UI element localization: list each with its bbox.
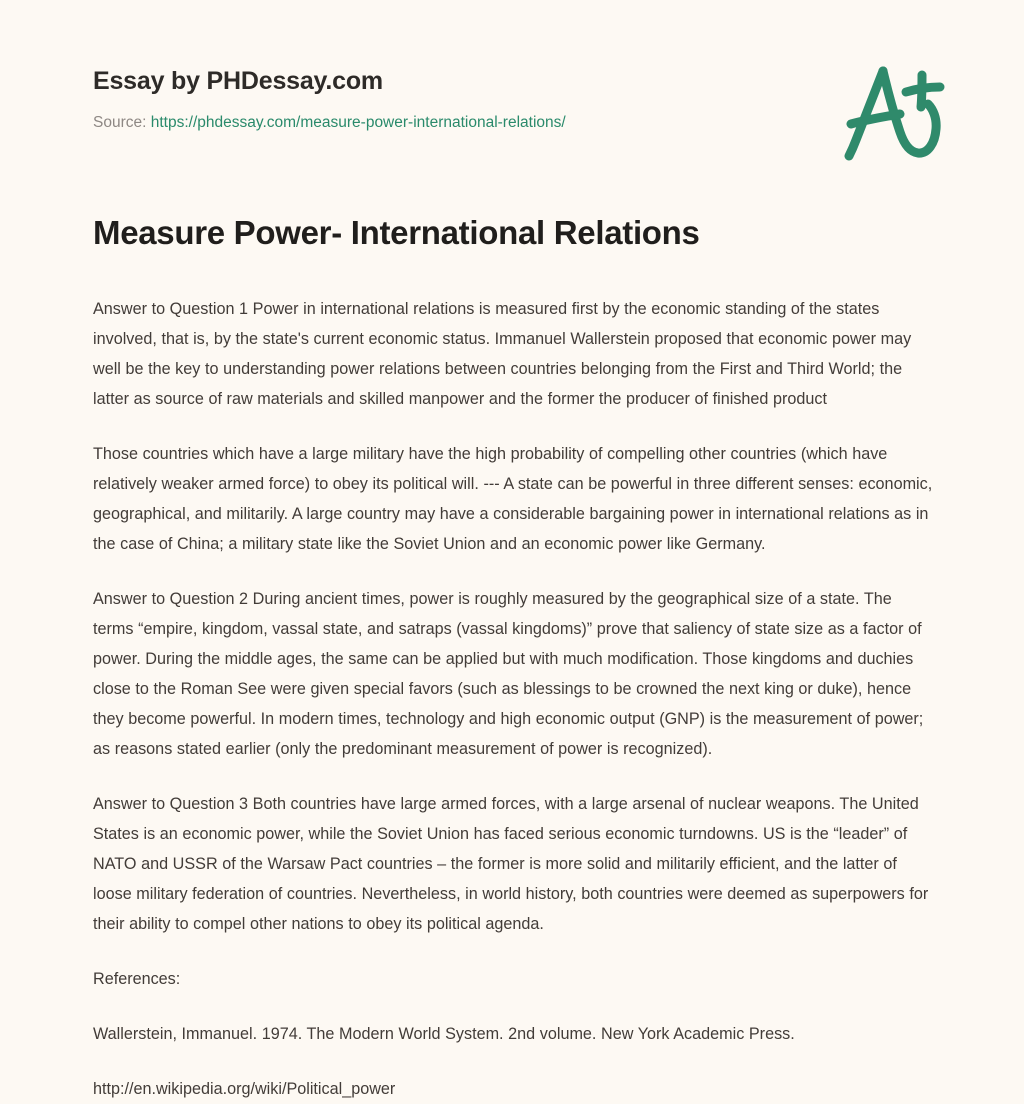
phdessay-logo[interactable] <box>834 62 950 166</box>
source-label: Source: <box>93 114 147 131</box>
page-header <box>0 0 1024 180</box>
brand-title: Essay by PHDessay.com <box>93 67 383 95</box>
page-title: Measure Power- International Relations <box>93 214 700 251</box>
a-plus-logo-icon <box>834 62 950 166</box>
paragraph: Answer to Question 1 Power in international relations is measured first by the economic standing of the states involved, that is, by the state's current economic status. Immanuel Wallerstein proposed that economic power may well be the key to understanding power relations between countries belonging from the First and Third World; the latter as source of raw materials and skilled manpower and the former the producer of finished product <box>93 300 912 408</box>
source-url-link[interactable]: https://phdessay.com/measure-power-international-relations/ <box>150 114 566 131</box>
paragraph: Those countries which have a large military have the high probability of compelling other countries (which have relatively weaker armed force) to obey its political will. --- A state can be powerful in three different senses: economic, geographical, and militarily. A large country may have a considerable bargaining power in international relations as in the case of China; a military state like the Soviet Union and an economic power like Germany. <box>93 445 933 553</box>
article-body <box>93 294 933 1104</box>
paragraph: Answer to Question 3 Both countries have large armed forces, with a large arsenal of nuclear weapons. The United States is an economic power, while the Soviet Union has faced serious economic turndowns. US is the “leader” of NATO and USSR of the Warsaw Pact countries – the former is more solid and militarily efficient, and the latter of loose military federation of countries. Nevertheless, in world history, both countries were deemed as superpowers for their ability to compel other nations to obey its political agenda. <box>93 795 929 933</box>
article <box>93 213 933 1104</box>
brand-block <box>93 66 793 133</box>
source-line <box>93 113 793 133</box>
paragraph: Answer to Question 2 During ancient times, power is roughly measured by the geographical size of a state. The terms “empire, kingdom, vassal state, and satraps (vassal kingdoms)” prove that saliency of state size as a factor of power. During the middle ages, the same can be applied but with much modification. Those kingdoms and duchies close to the Roman See were given special favors (such as blessings to be crowned the next king or duke), hence they become powerful. In modern times, technology and high economic output (GNP) is the measurement of power; as reasons stated earlier (only the predominant measurement of power is recognized). <box>93 590 924 758</box>
reference-item: http://en.wikipedia.org/wiki/Political_power <box>93 1080 396 1098</box>
reference-item: Wallerstein, Immanuel. 1974. The Modern World System. 2nd volume. New York Academic Press. <box>93 1025 795 1043</box>
references-heading: References: <box>93 970 181 988</box>
